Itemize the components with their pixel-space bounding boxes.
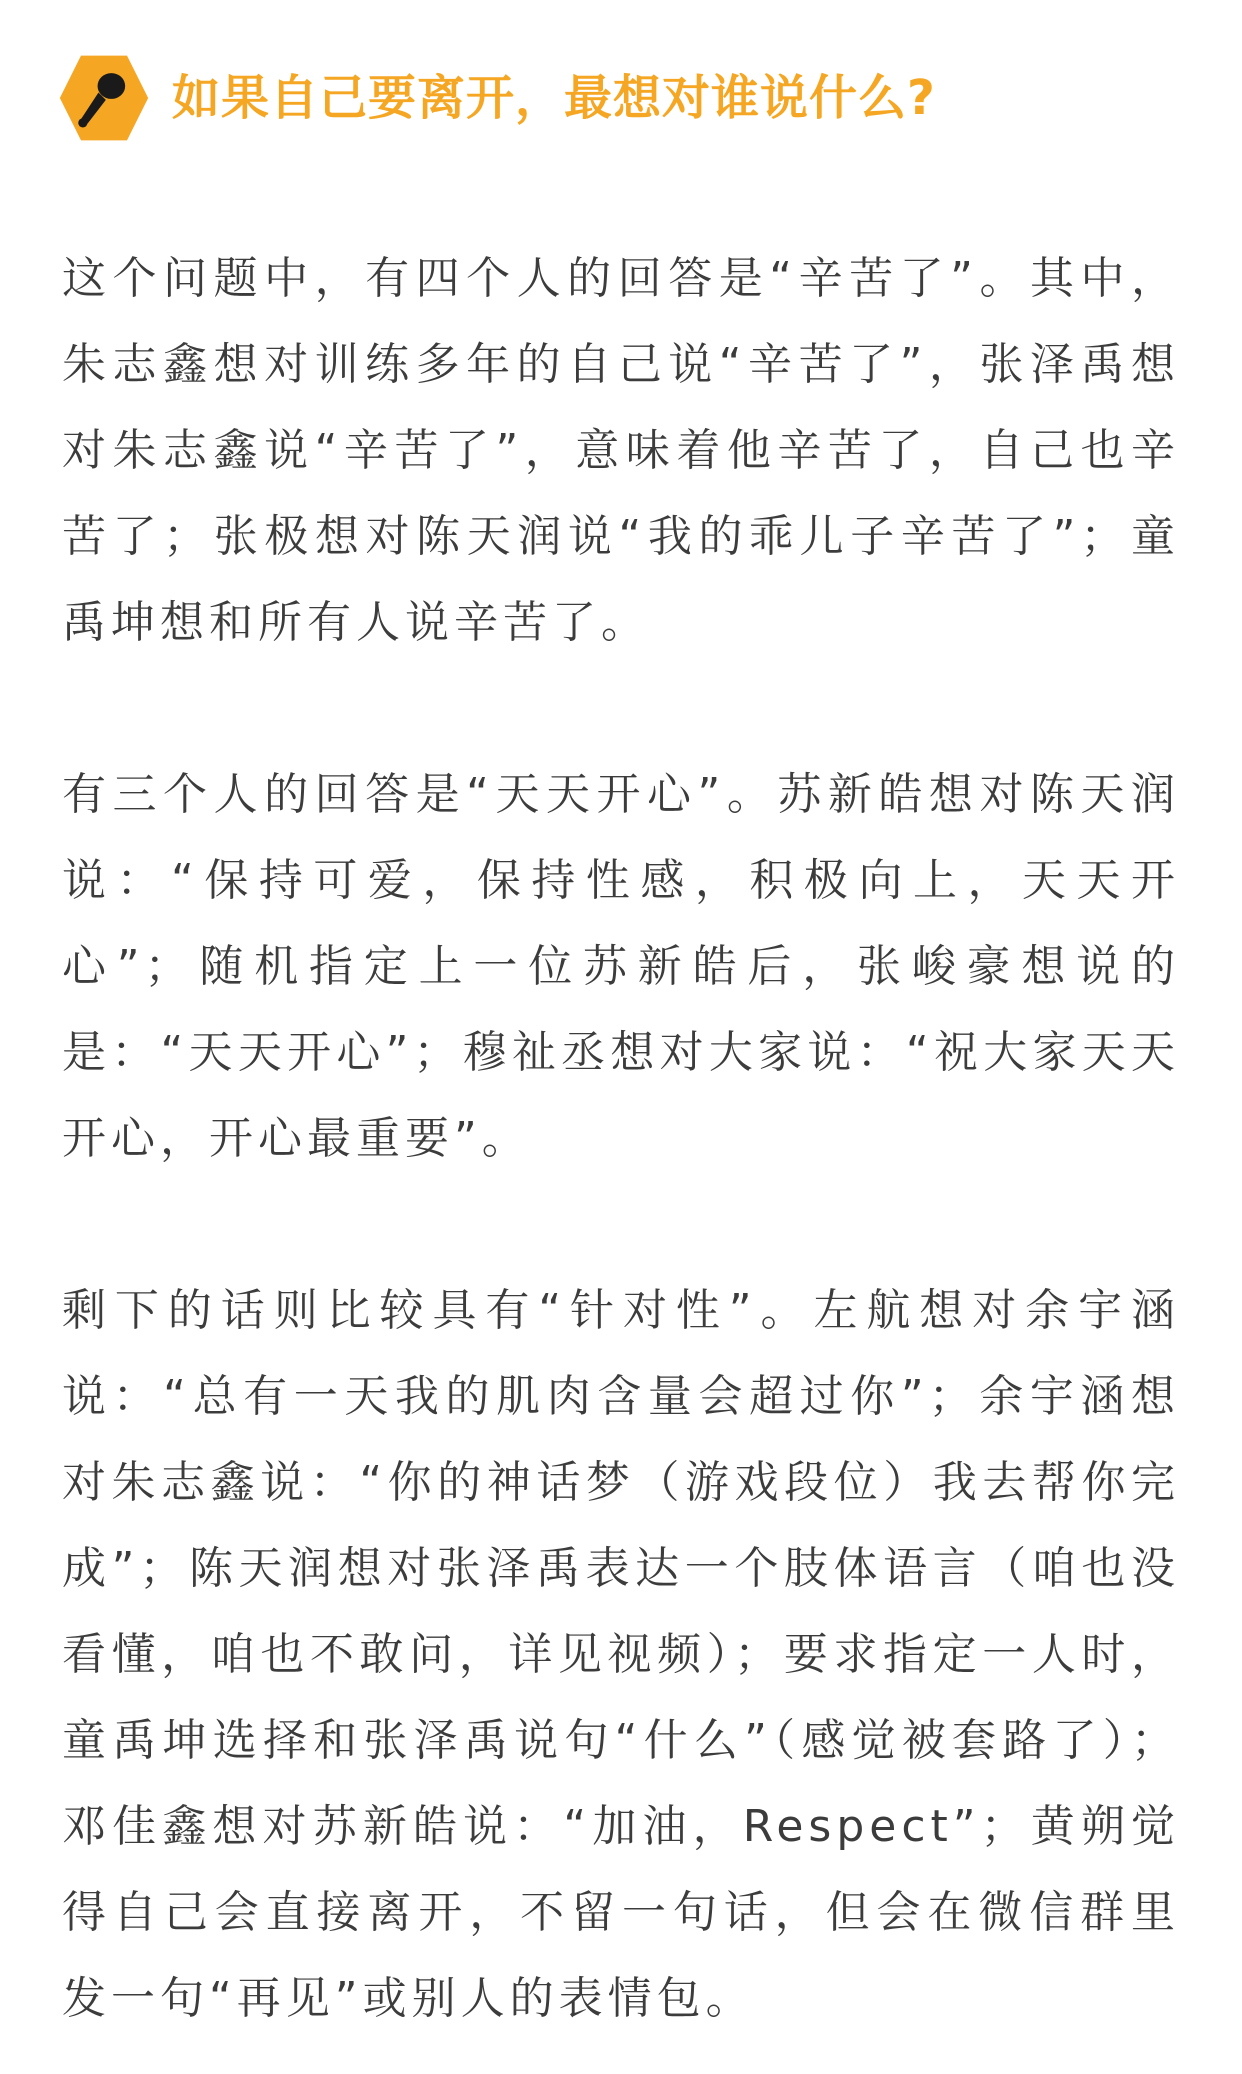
- microphone-icon: [58, 52, 150, 144]
- section-header: [58, 52, 936, 144]
- paragraph-1: 这个问题中，有四个人的回答是“辛苦了”。其中，朱志鑫想对训练多年的自己说“辛苦了”，张泽禹想对朱志鑫说“辛苦了”，意味着他辛苦了，自己也辛苦了；张极想对陈天润说“我的乖儿子辛苦了”；童禹坤想和所有人说辛苦了。: [62, 253, 1180, 648]
- section-title: 如果自己要离开，最想对谁说什么?: [172, 70, 936, 126]
- article-body: [62, 236, 1180, 2042]
- paragraph-3: 剩下的话则比较具有“针对性”。左航想对余宇涵说：“总有一天我的肌肉含量会超过你”；余宇涵想对朱志鑫说：“你的神话梦（游戏段位）我去帮你完成”；陈天润想对张泽禹表达一个肢体语言（咱也没看懂，咱也不敢问，详见视频）；要求指定一人时，童禹坤选择和张泽禹说句“什么”（感觉被套路了）；邓佳鑫想对苏新皓说：“加油，Respect”；黄朔觉得自己会直接离开，不留一句话，但会在微信群里发一句“再见”或别人的表情包。: [62, 1285, 1180, 2024]
- paragraph-2: 有三个人的回答是“天天开心”。苏新皓想对陈天润说：“保持可爱，保持性感，积极向上，天天开心”；随机指定上一位苏新皓后，张峻豪想说的是：“天天开心”；穆祉丞想对大家说：“祝大家天天开心，开心最重要”。: [62, 769, 1180, 1164]
